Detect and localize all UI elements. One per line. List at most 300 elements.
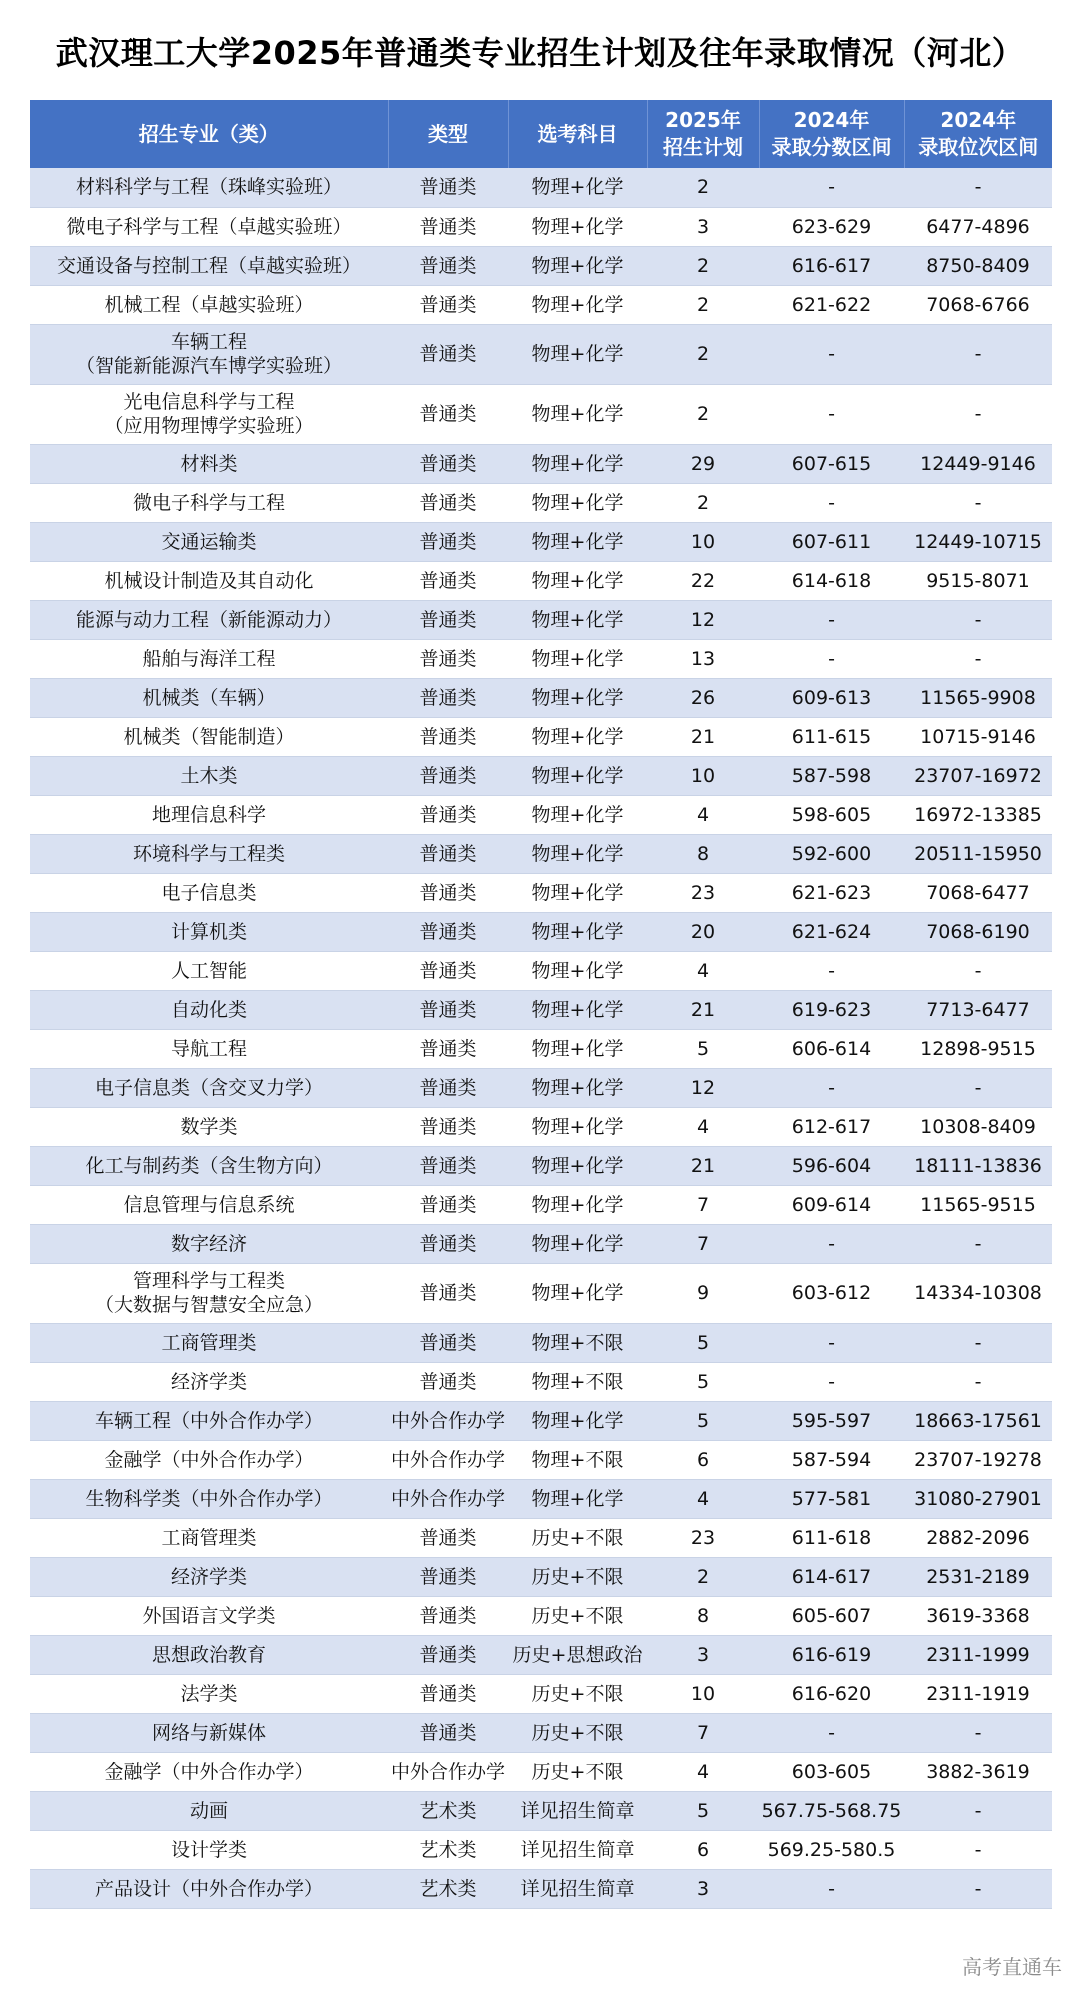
table-row	[30, 756, 1052, 795]
table-row	[30, 522, 1052, 561]
cell-type: 艺术类	[388, 1830, 508, 1869]
cell-subjects: 物理+化学	[508, 1263, 647, 1323]
cell-type: 普通类	[388, 1557, 508, 1596]
cell-plan-2025: 5	[647, 1362, 759, 1401]
table-header-row	[30, 100, 1052, 168]
cell-plan-2025: 4	[647, 795, 759, 834]
cell-type: 艺术类	[388, 1869, 508, 1908]
cell-type: 中外合作办学	[388, 1440, 508, 1479]
cell-plan-2025: 7	[647, 1713, 759, 1752]
cell-plan-2025: 7	[647, 1185, 759, 1224]
cell-plan-2025: 2	[647, 384, 759, 444]
cell-subjects: 物理+化学	[508, 1224, 647, 1263]
cell-type: 普通类	[388, 168, 508, 207]
cell-rank-range-2024: 9515-8071	[904, 561, 1052, 600]
table-row	[30, 873, 1052, 912]
cell-plan-2025: 12	[647, 600, 759, 639]
cell-score-range-2024: 621-622	[759, 285, 904, 324]
cell-score-range-2024: -	[759, 1713, 904, 1752]
cell-score-range-2024: 587-598	[759, 756, 904, 795]
cell-plan-2025: 2	[647, 324, 759, 384]
cell-score-range-2024: 612-617	[759, 1107, 904, 1146]
cell-subjects: 物理+化学	[508, 912, 647, 951]
cell-score-range-2024: 569.25-580.5	[759, 1830, 904, 1869]
cell-major: 车辆工程 （智能新能源汽车博学实验班）	[30, 324, 388, 384]
cell-subjects: 物理+化学	[508, 873, 647, 912]
cell-subjects: 详见招生简章	[508, 1869, 647, 1908]
cell-subjects: 物理+不限	[508, 1323, 647, 1362]
cell-subjects: 物理+化学	[508, 168, 647, 207]
cell-subjects: 物理+化学	[508, 207, 647, 246]
header-major: 招生专业（类）	[30, 100, 388, 168]
cell-subjects: 物理+化学	[508, 600, 647, 639]
cell-score-range-2024: 592-600	[759, 834, 904, 873]
cell-subjects: 物理+化学	[508, 639, 647, 678]
cell-rank-range-2024: 2311-1999	[904, 1635, 1052, 1674]
cell-major: 电子信息类	[30, 873, 388, 912]
cell-rank-range-2024: 2882-2096	[904, 1518, 1052, 1557]
cell-major: 生物科学类（中外合作办学）	[30, 1479, 388, 1518]
cell-subjects: 历史+不限	[508, 1674, 647, 1713]
cell-score-range-2024: 609-614	[759, 1185, 904, 1224]
cell-major: 数学类	[30, 1107, 388, 1146]
header-score-range-2024: 2024年 录取分数区间	[759, 100, 904, 168]
cell-type: 普通类	[388, 912, 508, 951]
cell-score-range-2024: -	[759, 168, 904, 207]
cell-plan-2025: 21	[647, 1146, 759, 1185]
cell-score-range-2024: -	[759, 600, 904, 639]
cell-major: 土木类	[30, 756, 388, 795]
table-row	[30, 1362, 1052, 1401]
cell-rank-range-2024: 7068-6477	[904, 873, 1052, 912]
table-row	[30, 1752, 1052, 1791]
cell-rank-range-2024: -	[904, 1713, 1052, 1752]
table-row	[30, 483, 1052, 522]
cell-score-range-2024: 606-614	[759, 1029, 904, 1068]
cell-major: 经济学类	[30, 1557, 388, 1596]
cell-type: 普通类	[388, 384, 508, 444]
cell-score-range-2024: 595-597	[759, 1401, 904, 1440]
cell-score-range-2024: 609-613	[759, 678, 904, 717]
cell-major: 产品设计（中外合作办学）	[30, 1869, 388, 1908]
cell-type: 中外合作办学	[388, 1479, 508, 1518]
cell-plan-2025: 7	[647, 1224, 759, 1263]
cell-type: 普通类	[388, 1323, 508, 1362]
cell-major: 能源与动力工程（新能源动力）	[30, 600, 388, 639]
cell-subjects: 物理+不限	[508, 1362, 647, 1401]
cell-plan-2025: 8	[647, 834, 759, 873]
cell-plan-2025: 29	[647, 444, 759, 483]
cell-major: 网络与新媒体	[30, 1713, 388, 1752]
cell-score-range-2024: 611-618	[759, 1518, 904, 1557]
table-row	[30, 1557, 1052, 1596]
cell-plan-2025: 21	[647, 990, 759, 1029]
cell-plan-2025: 10	[647, 522, 759, 561]
table-row	[30, 1869, 1052, 1908]
cell-rank-range-2024: 7068-6190	[904, 912, 1052, 951]
cell-major: 数字经济	[30, 1224, 388, 1263]
cell-score-range-2024: 616-620	[759, 1674, 904, 1713]
table-row	[30, 912, 1052, 951]
table-row	[30, 600, 1052, 639]
cell-major: 动画	[30, 1791, 388, 1830]
table-row	[30, 1830, 1052, 1869]
cell-major: 工商管理类	[30, 1518, 388, 1557]
cell-type: 艺术类	[388, 1791, 508, 1830]
table-row	[30, 1635, 1052, 1674]
cell-rank-range-2024: 20511-15950	[904, 834, 1052, 873]
cell-type: 普通类	[388, 444, 508, 483]
cell-subjects: 物理+不限	[508, 1440, 647, 1479]
cell-score-range-2024: -	[759, 1224, 904, 1263]
cell-subjects: 物理+化学	[508, 795, 647, 834]
cell-type: 普通类	[388, 990, 508, 1029]
cell-rank-range-2024: 31080-27901	[904, 1479, 1052, 1518]
cell-rank-range-2024: 10715-9146	[904, 717, 1052, 756]
cell-type: 普通类	[388, 1263, 508, 1323]
cell-major: 机械工程（卓越实验班）	[30, 285, 388, 324]
cell-type: 普通类	[388, 600, 508, 639]
cell-rank-range-2024: -	[904, 1323, 1052, 1362]
cell-rank-range-2024: -	[904, 639, 1052, 678]
cell-rank-range-2024: 14334-10308	[904, 1263, 1052, 1323]
cell-type: 普通类	[388, 639, 508, 678]
cell-major: 化工与制药类（含生物方向）	[30, 1146, 388, 1185]
cell-subjects: 物理+化学	[508, 1029, 647, 1068]
cell-rank-range-2024: 23707-16972	[904, 756, 1052, 795]
table-row	[30, 1263, 1052, 1323]
cell-type: 普通类	[388, 561, 508, 600]
cell-major: 自动化类	[30, 990, 388, 1029]
cell-type: 普通类	[388, 1362, 508, 1401]
cell-major: 金融学（中外合作办学）	[30, 1752, 388, 1791]
admission-table	[30, 100, 1052, 1909]
cell-score-range-2024: -	[759, 483, 904, 522]
cell-plan-2025: 13	[647, 639, 759, 678]
cell-major: 思想政治教育	[30, 1635, 388, 1674]
cell-rank-range-2024: 11565-9908	[904, 678, 1052, 717]
cell-rank-range-2024: -	[904, 1830, 1052, 1869]
cell-subjects: 物理+化学	[508, 1185, 647, 1224]
cell-score-range-2024: 621-624	[759, 912, 904, 951]
cell-subjects: 历史+不限	[508, 1713, 647, 1752]
header-subjects: 选考科目	[508, 100, 647, 168]
cell-subjects: 物理+化学	[508, 561, 647, 600]
cell-rank-range-2024: 18663-17561	[904, 1401, 1052, 1440]
table-row	[30, 717, 1052, 756]
cell-plan-2025: 4	[647, 1107, 759, 1146]
cell-type: 普通类	[388, 1029, 508, 1068]
cell-major: 光电信息科学与工程 （应用物理博学实验班）	[30, 384, 388, 444]
cell-score-range-2024: -	[759, 1362, 904, 1401]
cell-plan-2025: 2	[647, 483, 759, 522]
cell-rank-range-2024: 2531-2189	[904, 1557, 1052, 1596]
cell-subjects: 物理+化学	[508, 990, 647, 1029]
cell-type: 普通类	[388, 1596, 508, 1635]
table-row	[30, 207, 1052, 246]
cell-major: 外国语言文学类	[30, 1596, 388, 1635]
cell-plan-2025: 26	[647, 678, 759, 717]
table-row	[30, 834, 1052, 873]
cell-major: 交通运输类	[30, 522, 388, 561]
cell-score-range-2024: 605-607	[759, 1596, 904, 1635]
admission-table-container	[30, 100, 1052, 1909]
cell-subjects: 历史+不限	[508, 1596, 647, 1635]
cell-plan-2025: 4	[647, 1752, 759, 1791]
cell-score-range-2024: -	[759, 951, 904, 990]
table-body	[30, 168, 1052, 1908]
table-row	[30, 444, 1052, 483]
cell-major: 车辆工程（中外合作办学）	[30, 1401, 388, 1440]
cell-plan-2025: 22	[647, 561, 759, 600]
table-row	[30, 795, 1052, 834]
cell-major: 机械设计制造及其自动化	[30, 561, 388, 600]
cell-plan-2025: 3	[647, 1869, 759, 1908]
cell-major: 导航工程	[30, 1029, 388, 1068]
cell-subjects: 物理+化学	[508, 717, 647, 756]
table-row	[30, 1713, 1052, 1752]
cell-subjects: 物理+化学	[508, 522, 647, 561]
cell-type: 普通类	[388, 834, 508, 873]
cell-rank-range-2024: -	[904, 951, 1052, 990]
cell-rank-range-2024: 6477-4896	[904, 207, 1052, 246]
table-row	[30, 168, 1052, 207]
header-rank-range-2024: 2024年 录取位次区间	[904, 100, 1052, 168]
cell-score-range-2024: 619-623	[759, 990, 904, 1029]
cell-type: 普通类	[388, 678, 508, 717]
cell-major: 机械类（车辆）	[30, 678, 388, 717]
cell-type: 普通类	[388, 1635, 508, 1674]
cell-subjects: 物理+化学	[508, 1068, 647, 1107]
cell-type: 普通类	[388, 522, 508, 561]
cell-type: 普通类	[388, 1713, 508, 1752]
cell-rank-range-2024: -	[904, 384, 1052, 444]
cell-subjects: 详见招生简章	[508, 1791, 647, 1830]
cell-rank-range-2024: -	[904, 483, 1052, 522]
cell-subjects: 物理+化学	[508, 1401, 647, 1440]
cell-major: 设计学类	[30, 1830, 388, 1869]
cell-plan-2025: 2	[647, 285, 759, 324]
cell-score-range-2024: -	[759, 384, 904, 444]
cell-major: 地理信息科学	[30, 795, 388, 834]
cell-type: 普通类	[388, 285, 508, 324]
cell-major: 机械类（智能制造）	[30, 717, 388, 756]
cell-type: 普通类	[388, 873, 508, 912]
watermark-text: 高考直通车	[962, 1955, 1062, 1979]
table-row	[30, 990, 1052, 1029]
cell-type: 普通类	[388, 207, 508, 246]
cell-subjects: 物理+化学	[508, 951, 647, 990]
cell-type: 普通类	[388, 795, 508, 834]
cell-score-range-2024: 603-612	[759, 1263, 904, 1323]
cell-major: 管理科学与工程类 （大数据与智慧安全应急）	[30, 1263, 388, 1323]
cell-score-range-2024: 577-581	[759, 1479, 904, 1518]
table-row	[30, 1224, 1052, 1263]
cell-type: 普通类	[388, 324, 508, 384]
cell-score-range-2024: -	[759, 324, 904, 384]
cell-subjects: 物理+化学	[508, 1146, 647, 1185]
cell-major: 微电子科学与工程（卓越实验班）	[30, 207, 388, 246]
cell-score-range-2024: 598-605	[759, 795, 904, 834]
cell-type: 普通类	[388, 483, 508, 522]
cell-rank-range-2024: -	[904, 324, 1052, 384]
cell-subjects: 物理+化学	[508, 285, 647, 324]
cell-subjects: 历史+不限	[508, 1518, 647, 1557]
cell-score-range-2024: 596-604	[759, 1146, 904, 1185]
cell-plan-2025: 2	[647, 1557, 759, 1596]
cell-rank-range-2024: 8750-8409	[904, 246, 1052, 285]
cell-rank-range-2024: -	[904, 168, 1052, 207]
cell-score-range-2024: 616-617	[759, 246, 904, 285]
cell-plan-2025: 8	[647, 1596, 759, 1635]
cell-score-range-2024: 616-619	[759, 1635, 904, 1674]
cell-major: 计算机类	[30, 912, 388, 951]
cell-score-range-2024: 623-629	[759, 207, 904, 246]
cell-type: 普通类	[388, 246, 508, 285]
cell-major: 信息管理与信息系统	[30, 1185, 388, 1224]
table-row	[30, 1596, 1052, 1635]
cell-type: 中外合作办学	[388, 1401, 508, 1440]
cell-plan-2025: 10	[647, 756, 759, 795]
cell-type: 普通类	[388, 1518, 508, 1557]
cell-type: 中外合作办学	[388, 1752, 508, 1791]
cell-rank-range-2024: -	[904, 600, 1052, 639]
page-title: 武汉理工大学2025年普通类专业招生计划及往年录取情况（河北）	[55, 34, 1025, 72]
cell-type: 普通类	[388, 756, 508, 795]
cell-score-range-2024: 621-623	[759, 873, 904, 912]
table-row	[30, 1068, 1052, 1107]
cell-type: 普通类	[388, 717, 508, 756]
cell-rank-range-2024: -	[904, 1224, 1052, 1263]
table-row	[30, 285, 1052, 324]
cell-subjects: 物理+化学	[508, 324, 647, 384]
cell-subjects: 历史+思想政治	[508, 1635, 647, 1674]
header-plan-2025: 2025年 招生计划	[647, 100, 759, 168]
cell-score-range-2024: 567.75-568.75	[759, 1791, 904, 1830]
cell-type: 普通类	[388, 1068, 508, 1107]
cell-subjects: 物理+化学	[508, 1107, 647, 1146]
cell-subjects: 详见招生简章	[508, 1830, 647, 1869]
table-row	[30, 1146, 1052, 1185]
table-row	[30, 384, 1052, 444]
table-row	[30, 1323, 1052, 1362]
table-row	[30, 1518, 1052, 1557]
cell-plan-2025: 10	[647, 1674, 759, 1713]
cell-rank-range-2024: 2311-1919	[904, 1674, 1052, 1713]
cell-subjects: 物理+化学	[508, 756, 647, 795]
cell-plan-2025: 3	[647, 207, 759, 246]
cell-score-range-2024: 603-605	[759, 1752, 904, 1791]
cell-score-range-2024: -	[759, 639, 904, 678]
cell-score-range-2024: 611-615	[759, 717, 904, 756]
cell-rank-range-2024: 12898-9515	[904, 1029, 1052, 1068]
table-row	[30, 324, 1052, 384]
cell-type: 普通类	[388, 1224, 508, 1263]
cell-major: 交通设备与控制工程（卓越实验班）	[30, 246, 388, 285]
table-row	[30, 1401, 1052, 1440]
cell-major: 微电子科学与工程	[30, 483, 388, 522]
cell-subjects: 物理+化学	[508, 678, 647, 717]
cell-plan-2025: 23	[647, 1518, 759, 1557]
table-row	[30, 1479, 1052, 1518]
cell-major: 法学类	[30, 1674, 388, 1713]
cell-score-range-2024: 607-611	[759, 522, 904, 561]
cell-subjects: 物理+化学	[508, 1479, 647, 1518]
cell-major: 船舶与海洋工程	[30, 639, 388, 678]
table-row	[30, 1029, 1052, 1068]
table-row	[30, 1440, 1052, 1479]
cell-type: 普通类	[388, 1146, 508, 1185]
table-row	[30, 1107, 1052, 1146]
cell-rank-range-2024: 10308-8409	[904, 1107, 1052, 1146]
table-row	[30, 1791, 1052, 1830]
cell-subjects: 物理+化学	[508, 834, 647, 873]
cell-score-range-2024: -	[759, 1323, 904, 1362]
cell-major: 电子信息类（含交叉力学）	[30, 1068, 388, 1107]
cell-rank-range-2024: 16972-13385	[904, 795, 1052, 834]
cell-plan-2025: 12	[647, 1068, 759, 1107]
cell-score-range-2024: 614-617	[759, 1557, 904, 1596]
cell-subjects: 物理+化学	[508, 246, 647, 285]
cell-major: 工商管理类	[30, 1323, 388, 1362]
cell-plan-2025: 5	[647, 1323, 759, 1362]
cell-major: 金融学（中外合作办学）	[30, 1440, 388, 1479]
cell-major: 环境科学与工程类	[30, 834, 388, 873]
cell-plan-2025: 3	[647, 1635, 759, 1674]
cell-major: 材料类	[30, 444, 388, 483]
cell-plan-2025: 5	[647, 1401, 759, 1440]
cell-plan-2025: 21	[647, 717, 759, 756]
cell-major: 材料科学与工程（珠峰实验班）	[30, 168, 388, 207]
cell-subjects: 物理+化学	[508, 483, 647, 522]
table-row	[30, 561, 1052, 600]
cell-plan-2025: 20	[647, 912, 759, 951]
header-type: 类型	[388, 100, 508, 168]
cell-plan-2025: 5	[647, 1029, 759, 1068]
cell-plan-2025: 6	[647, 1440, 759, 1479]
cell-score-range-2024: 614-618	[759, 561, 904, 600]
table-row	[30, 1185, 1052, 1224]
cell-rank-range-2024: 23707-19278	[904, 1440, 1052, 1479]
table-row	[30, 639, 1052, 678]
cell-subjects: 历史+不限	[508, 1752, 647, 1791]
cell-rank-range-2024: 18111-13836	[904, 1146, 1052, 1185]
cell-rank-range-2024: 12449-9146	[904, 444, 1052, 483]
cell-major: 人工智能	[30, 951, 388, 990]
cell-rank-range-2024: -	[904, 1068, 1052, 1107]
cell-subjects: 物理+化学	[508, 444, 647, 483]
cell-major: 经济学类	[30, 1362, 388, 1401]
cell-plan-2025: 2	[647, 246, 759, 285]
cell-score-range-2024: 607-615	[759, 444, 904, 483]
cell-plan-2025: 2	[647, 168, 759, 207]
cell-type: 普通类	[388, 1674, 508, 1713]
cell-plan-2025: 9	[647, 1263, 759, 1323]
table-row	[30, 951, 1052, 990]
cell-score-range-2024: -	[759, 1869, 904, 1908]
cell-rank-range-2024: 3882-3619	[904, 1752, 1052, 1791]
cell-plan-2025: 6	[647, 1830, 759, 1869]
cell-plan-2025: 4	[647, 1479, 759, 1518]
cell-subjects: 物理+化学	[508, 384, 647, 444]
cell-plan-2025: 5	[647, 1791, 759, 1830]
cell-score-range-2024: -	[759, 1068, 904, 1107]
cell-rank-range-2024: 11565-9515	[904, 1185, 1052, 1224]
cell-type: 普通类	[388, 1185, 508, 1224]
cell-rank-range-2024: 7713-6477	[904, 990, 1052, 1029]
cell-rank-range-2024: -	[904, 1869, 1052, 1908]
cell-type: 普通类	[388, 1107, 508, 1146]
